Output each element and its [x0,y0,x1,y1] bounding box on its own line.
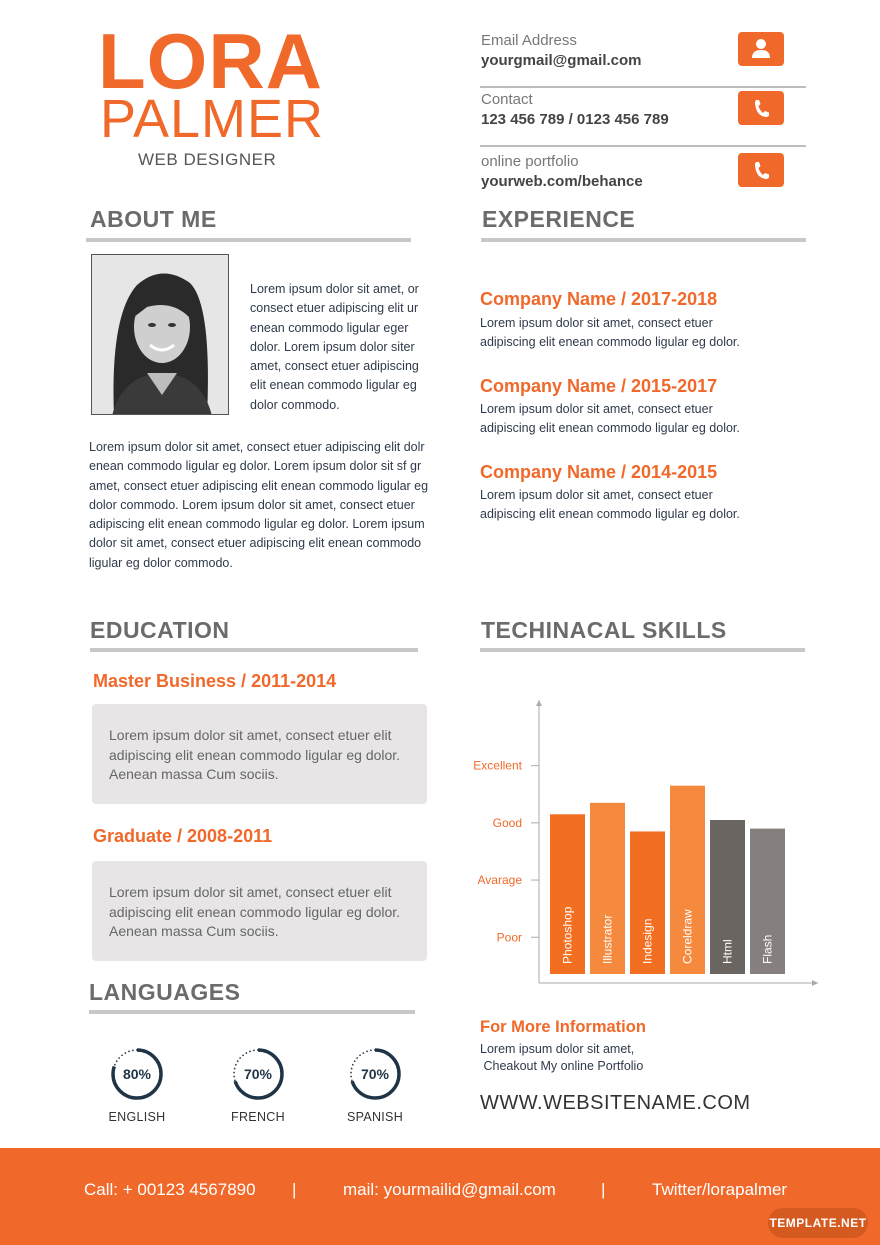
footer-mail[interactable]: mail: yourmailid@gmail.com [343,1180,556,1199]
phone-icon [738,91,784,125]
skills-bar-chart [460,690,830,1000]
about-body-text: Lorem ipsum dolor sit amet, consect etuer adipiscing elit dolr enean commodo ligular eg dolor. Lorem ipsum dolor sit sf gr amet, consect etuer adipiscing elit enean commodo ligular eg dolor commodo. Lorem ipsum dolor sit amet, consect etuer adipiscing elit enean commodo ligular eg dolor. Lorem ipsum dolor sit amet, consect etuer adipiscing elit enean commodo ligular eg dolor commodo. [89,440,429,570]
more-info-title: For More Information [480,1018,646,1036]
contact-value[interactable]: yourweb.com/behance [481,173,643,190]
job-role: WEB DESIGNER [138,150,277,169]
edu-title: Master Business / 2011-2014 [93,671,337,691]
contact-email [480,32,806,88]
languages-rule [89,1010,415,1014]
contact-label: online portfolio [481,153,579,170]
contact-value[interactable]: 123 456 789 / 0123 456 789 [481,111,669,128]
language-name: SPANISH [346,1110,404,1124]
language-french [213,1046,303,1124]
y-tick-label: Good [492,815,522,830]
about-rule [86,238,411,242]
skill-bar-label: Flash [760,934,775,964]
job-desc: Lorem ipsum dolor sit amet, consect etuer adipiscing elit enean commodo ligular eg dolor. [480,488,740,521]
progress-ring [109,1046,165,1102]
job-desc: Lorem ipsum dolor sit amet, consect etuer adipiscing elit enean commodo ligular eg dolor. [480,316,740,349]
contact-phone [480,91,806,147]
footer-separator: | [601,1180,606,1199]
progress-ring [347,1046,403,1102]
contact-label: Email Address [481,32,577,49]
language-name: FRENCH [231,1110,285,1124]
edu-desc: Lorem ipsum dolor sit amet, consect etuer elit adipiscing elit enean commodo ligular eg dolor. Aenean massa Cum sociis. [109,727,401,782]
more-info-line1: Lorem ipsum dolor sit amet, [480,1042,635,1056]
phone-icon [738,153,784,187]
skills-title: TECHINACAL SKILLS [481,617,727,643]
x-axis-arrow [812,980,818,986]
edu-box [92,704,427,804]
skill-bar-label: Indesign [640,918,655,964]
last-name: PALMER [100,89,325,149]
language-percent: 70% [360,1066,390,1082]
footer-bar [0,1148,880,1245]
skill-bar-label: Photoshop [560,906,575,964]
skills-rule [480,648,805,652]
template-badge[interactable]: TEMPLATE.NET [768,1208,868,1238]
about-side-text: Lorem ipsum dolor sit amet, or consect etuer adipiscing elit ur enean commodo ligular eger dolor. Lorem ipsum dolor siter amet, consect etuer adipiscing elit enean commodo ligular eg dolor commodo. [250,282,419,412]
skill-bar-label: Illustrator [600,914,615,964]
language-name: ENGLISH [108,1110,166,1124]
contact-divider [480,145,806,147]
first-name: LORA [98,17,323,105]
edu-box [92,861,427,961]
language-percent: 70% [243,1066,273,1082]
footer-separator: | [292,1180,297,1199]
contact-divider [480,86,806,88]
user-icon [738,32,784,66]
language-spanish [330,1046,420,1124]
skill-bar-label: Html [720,939,735,964]
education-rule [90,648,418,652]
job-title: Company Name / 2017-2018 [480,289,718,309]
job-desc: Lorem ipsum dolor sit amet, consect etuer adipiscing elit enean commodo ligular eg dolor. [480,402,740,435]
job-title: Company Name / 2014-2015 [480,462,718,482]
edu-title: Graduate / 2008-2011 [93,826,273,846]
language-english [92,1046,182,1124]
y-tick-label: Excellent [473,758,522,773]
y-tick-label: Poor [496,930,522,945]
progress-ring [230,1046,286,1102]
y-tick-label: Avarage [477,873,522,888]
more-info-line2: Cheakout My online Portfolio [480,1059,644,1073]
footer-call[interactable]: Call: + 00123 4567890 [84,1180,256,1199]
experience-title: EXPERIENCE [482,206,636,232]
contact-value[interactable]: yourgmail@gmail.com [481,52,642,69]
education-title: EDUCATION [90,617,230,643]
skill-bar-label: Coreldraw [680,909,695,964]
edu-desc: Lorem ipsum dolor sit amet, consect etuer elit adipiscing elit enean commodo ligular eg dolor. Aenean massa Cum sociis. [109,884,401,939]
website-link[interactable]: WWW.WEBSITENAME.COM [480,1092,751,1114]
footer-twitter[interactable]: Twitter/lorapalmer [652,1180,788,1199]
languages-title: LANGUAGES [89,979,241,1005]
y-axis-arrow [536,700,542,706]
about-title: ABOUT ME [90,206,217,232]
experience-rule [481,238,806,242]
profile-photo [91,254,229,415]
job-title: Company Name / 2015-2017 [480,376,718,396]
contact-label: Contact [481,91,533,108]
language-percent: 80% [122,1066,152,1082]
contact-portfolio [480,153,806,193]
